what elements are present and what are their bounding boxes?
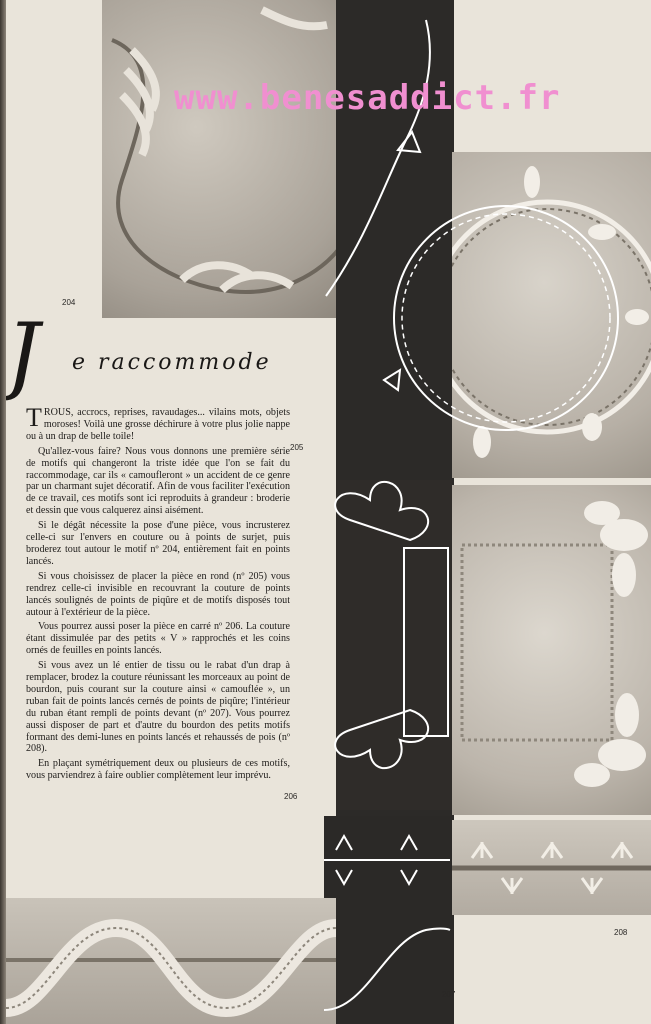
title-text: e raccommode	[72, 350, 272, 375]
watermark-url: www.benesaddict.fr	[174, 78, 561, 118]
paragraph-1	[26, 403, 290, 443]
article-body	[26, 403, 290, 785]
figure-number-205: 205	[290, 443, 304, 452]
figure-number-208: 208	[614, 928, 628, 937]
paragraph-3: Si le dégât nécessite la pose d'une pièce, vous incrusterez celle-ci sur l'envers en couture ou à points de surjet, puis broderez tout autour le motif nº 204, entièrement fait en points lancés.	[26, 520, 290, 567]
drop-cap: T	[26, 403, 42, 432]
figure-number-206: 206	[284, 792, 298, 801]
title-initial: J	[6, 305, 40, 403]
magazine-page	[6, 0, 651, 1024]
figure-number-204: 204	[62, 298, 76, 307]
paragraph-4: Si vous choisissez de placer la pièce en rond (nº 205) vous rendrez celle-ci invisible en recouvrant la couture de points lancés soulignés de points de piqûre et de motifs disposés tout autour à l'extérieur de la pièce.	[26, 570, 290, 618]
paragraph-7: En plaçant symétriquement deux ou plusieurs de ces motifs, vous parviendrez à faire oublier complètement leur imprévu.	[26, 758, 290, 782]
paragraph-1-text: ROUS, accrocs, reprises, ravaudages... vilains mots, objets moroses! Voilà une grosse déchirure à votre plus jolie nappe ou à un drap de belle toile!	[26, 407, 290, 442]
paragraph-6: Si vous avez un lé entier de tissu ou le rabat d'un drap à remplacer, brodez la couture réunissant les morceaux au point de bourdon, puis courant sur la couture ainsi « camouflée », un ruban fait de points lancés cernés de points de piqûre; l'intérieur du ruban étant rempli de points devant (nº 207). Vous pourrez aussi disposer de part et d'autre du bourdon des petits motifs formant des demi-lunes en points lancés et rehaussés de pois (nº 208).	[26, 660, 290, 755]
paragraph-2: Qu'allez-vous faire? Nous vous donnons une première série de motifs qui changeront la triste idée que l'on se fait du raccommodage, car ils « camoufleront » un accident de ce genre par un charmant sujet décoratif. Afin de vous faciliter l'exécution de ce travail, ces motifs sont ici reproduits à grandeur : broderie et dessin que vous calquerez ainsi aisément.	[26, 445, 290, 517]
paragraph-5: Vous pourrez aussi poser la pièce en carré nº 206. La couture étant dissimulée par des petits « V » rapprochés et les coins ornés de feuilles en points lancés.	[26, 621, 290, 657]
figure-number-207: 207	[442, 990, 456, 999]
